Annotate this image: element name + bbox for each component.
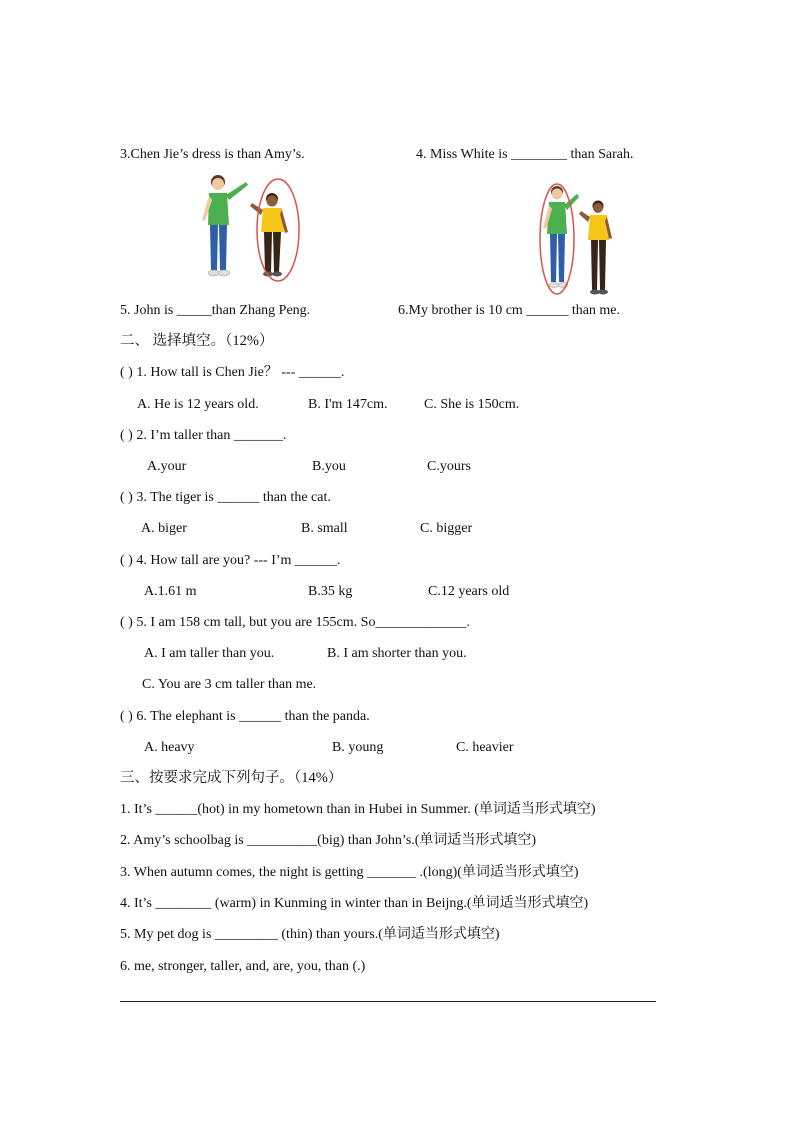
fill-item-3: 3. When autumn comes, the night is getting _______ .(long)(单词适当形式填空) (120, 865, 579, 880)
question-4: 4. Miss White is ________ than Sarah. (416, 147, 634, 162)
mc-1-option-b: B. I'm 147cm. (308, 397, 388, 412)
mc-2-option-a: A.your (147, 459, 187, 474)
mc-4-option-c: C.12 years old (428, 584, 510, 599)
fill-item-5: 5. My pet dog is _________ (thin) than yours.(单词适当形式填空) (120, 927, 500, 942)
mc-question-6: ( ) 6. The elephant is ______ than the panda. (120, 709, 370, 724)
answer-line (120, 1001, 656, 1002)
mc-4-option-a: A.1.61 m (144, 584, 197, 599)
mc-6-option-a: A. heavy (144, 740, 195, 755)
fill-item-4: 4. It’s ________ (warm) in Kunming in winter than in Beijng.(单词适当形式填空) (120, 896, 589, 911)
mc-question-2: ( ) 2. I’m taller than _______. (120, 428, 287, 443)
mc-question-3: ( ) 3. The tiger is ______ than the cat. (120, 490, 331, 505)
section-2-heading: 二、 选择填空。（12%） (120, 333, 274, 349)
mc-6-option-c: C. heavier (456, 740, 514, 755)
mc-1-option-c: C. She is 150cm. (424, 397, 520, 412)
section-3-heading: 三、按要求完成下列句子。（14%） (120, 770, 343, 786)
mc-5-option-b: B. I am shorter than you. (327, 646, 467, 661)
fill-item-2: 2. Amy’s schoolbag is __________(big) than John’s.(单词适当形式填空) (120, 833, 537, 848)
mc-3-option-b: B. small (301, 521, 348, 536)
fill-item-6: 6. me, stronger, taller, and, are, you, than (.) (120, 959, 366, 974)
mc-5-option-c: C. You are 3 cm taller than me. (142, 677, 317, 692)
height-comparison-illustration-left (196, 170, 311, 285)
fill-item-1: 1. It’s ______(hot) in my hometown than in Hubei in Summer. (单词适当形式填空) (120, 802, 596, 817)
mc-3-option-a: A. biger (141, 521, 187, 536)
mc-question-1: ( ) 1. How tall is Chen Jie？ --- ______. (120, 365, 345, 380)
mc-5-option-a: A. I am taller than you. (144, 646, 275, 661)
mc-6-option-b: B. young (332, 740, 384, 755)
mc-2-option-b: B.you (312, 459, 346, 474)
mc-1-option-a: A. He is 12 years old. (137, 397, 259, 412)
height-comparison-illustration-right (535, 178, 620, 298)
mc-4-option-b: B.35 kg (308, 584, 353, 599)
mc-2-option-c: C.yours (427, 459, 471, 474)
mc-3-option-c: C. bigger (420, 521, 473, 536)
mc-question-4: ( ) 4. How tall are you? --- I’m ______. (120, 553, 341, 568)
question-3: 3.Chen Jie’s dress is than Amy’s. (120, 147, 305, 162)
question-5: 5. John is _____than Zhang Peng. (120, 303, 311, 318)
mc-question-5: ( ) 5. I am 158 cm tall, but you are 155cm. So_____________. (120, 615, 470, 630)
question-6: 6.My brother is 10 cm ______ than me. (398, 303, 621, 318)
